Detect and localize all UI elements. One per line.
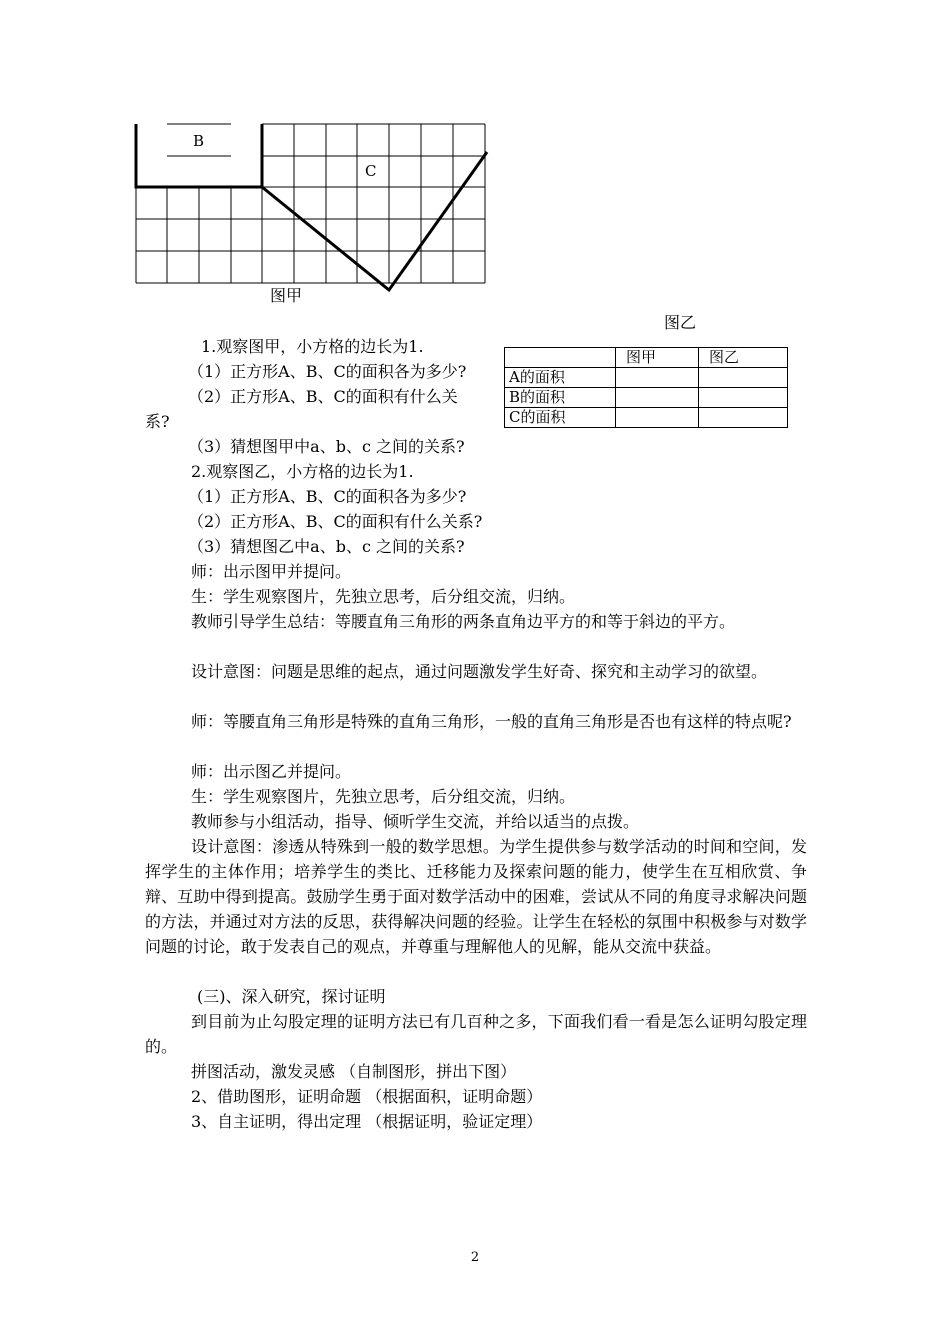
table-header-cell	[505, 348, 616, 368]
table-header-row	[505, 348, 788, 368]
paragraph: 3、自主证明，得出定理 （根据证明，验证定理）	[191, 1112, 543, 1131]
question-2-2: （2）正方形A、B、C的面积有什么关系?	[188, 512, 483, 531]
label-c: C	[365, 162, 377, 180]
figure-yi-caption: 图乙	[664, 313, 697, 332]
table-cell: B的面积	[505, 388, 616, 408]
paragraph: 师：出示图甲并提问。	[191, 562, 352, 581]
question-1-3: （3）猜想图甲中a、b、c 之间的关系?	[188, 437, 465, 456]
figure-jia-caption: 图甲	[270, 286, 303, 305]
paragraph: 教师参与小组活动，指导、倾听学生交流，并给以适当的点拨。	[191, 812, 640, 831]
table-row	[505, 408, 788, 428]
question-2-1: （1）正方形A、B、C的面积各为多少?	[188, 487, 467, 506]
table-cell	[616, 408, 699, 428]
table-cell: A的面积	[505, 368, 616, 388]
paragraph: 到目前为止勾股定理的证明方法已有几百种之多，下面我们看一看是怎么证明勾股定理的。	[145, 1012, 807, 1056]
paragraph: 2、借助图形，证明命题 （根据面积，证明命题）	[191, 1087, 543, 1106]
table-cell	[699, 408, 788, 428]
label-b: B	[193, 132, 205, 150]
paragraph: 生：学生观察图片，先独立思考，后分组交流，归纳。	[191, 587, 576, 606]
table-header-cell: 图乙	[699, 348, 788, 368]
paragraph: 设计意图：问题是思维的起点，通过问题激发学生好奇、探究和主动学习的欲望。	[191, 662, 768, 681]
question-1-2-line1: （2）正方形A、B、C的面积有什么关	[188, 387, 458, 406]
paragraph: 设计意图：渗透从特殊到一般的数学思想。为学生提供参与数学活动的时间和空间，发挥学生的主体作用；培养学生的类比、迁移能力及探索问题的能力，使学生在互相欣赏、争辩、互助中得到提高。鼓励学生勇于面对数学活动中的困难，尝试从不同的角度寻求解决问题的方法，并通过对方法的反思，获得解决问题的经验。让学生在轻松的氛围中积极参与对数学问题的讨论，敢于发表自己的观点，并尊重与理解他人的见解，能从交流中获益。	[145, 837, 807, 956]
question-1-intro: 1.观察图甲，小方格的边长为1.	[201, 337, 424, 356]
question-2-3: （3）猜想图乙中a、b、c 之间的关系?	[188, 537, 465, 556]
table-cell: C的面积	[505, 408, 616, 428]
question-1-1: （1）正方形A、B、C的面积各为多少?	[188, 362, 467, 381]
table-cell	[616, 368, 699, 388]
figure-jia-grid	[0, 0, 950, 300]
table-header-cell: 图甲	[616, 348, 699, 368]
area-comparison-table	[504, 347, 788, 428]
paragraph: 教师引导学生总结：等腰直角三角形的两条直角边平方的和等于斜边的平方。	[191, 612, 736, 631]
section-heading: (三)、深入研究，探讨证明	[197, 987, 386, 1006]
paragraph: 师：出示图乙并提问。	[191, 762, 352, 781]
page-number: 2	[470, 1250, 480, 1265]
paragraph: 拼图活动，激发灵感 （自制图形，拼出下图）	[191, 1062, 517, 1081]
question-2-intro: 2.观察图乙，小方格的边长为1.	[191, 462, 414, 481]
table-row	[505, 388, 788, 408]
table-row	[505, 368, 788, 388]
table-cell	[616, 388, 699, 408]
paragraph: 生：学生观察图片，先独立思考，后分组交流，归纳。	[191, 787, 576, 806]
table-cell	[699, 368, 788, 388]
paragraph: 师：等腰直角三角形是特殊的直角三角形，一般的直角三角形是否也有这样的特点呢?	[191, 712, 792, 731]
table-cell	[699, 388, 788, 408]
question-1-2-line2: 系?	[145, 412, 170, 431]
